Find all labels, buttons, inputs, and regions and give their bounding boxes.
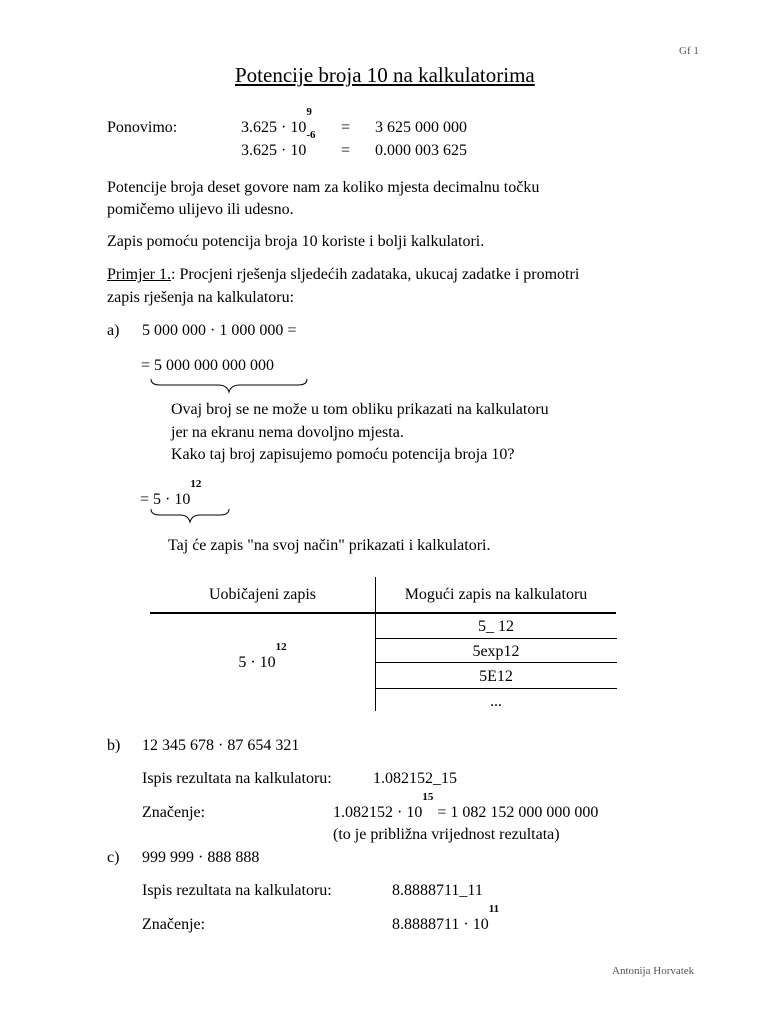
part-a-letter: a) xyxy=(107,322,120,339)
review-row1-equals: = xyxy=(341,119,351,136)
part-c-display-value: 8.8888711_11 xyxy=(392,882,483,899)
part-a-power: = $5 \cdot 10^{12}$ xyxy=(140,478,202,508)
review-row2-result: 0.000 003 625 xyxy=(375,142,467,159)
table-cell: 5E12 xyxy=(479,668,513,685)
part-b-expression: 12 345 678 · 87 654 321 xyxy=(142,737,300,754)
part-b-meaning-label: Značenje: xyxy=(142,804,206,821)
table-header-right: Mogući zapis na kalkulatoru xyxy=(404,586,588,603)
part-a-power-underbrace xyxy=(148,507,232,525)
table-row-rule-1 xyxy=(376,638,617,639)
table-row-rule-2 xyxy=(376,662,617,663)
example1-line2: zapis rješenja na kalkulatoru: xyxy=(107,289,295,306)
table-row-rule-3 xyxy=(376,688,617,689)
page-title: Potencije broja 10 na kalkulatorima xyxy=(235,63,535,87)
part-c-meaning: $8.8888711 \cdot 10^{11}$ xyxy=(392,903,500,933)
part-b-display-label: Ispis rezultata na kalkulatoru: xyxy=(142,770,332,787)
part-b-meaning-note: (to je približna vrijednost rezultata) xyxy=(333,826,560,843)
part-a-note2: jer na ekranu nema dovoljno mjesta. xyxy=(171,424,404,441)
intro-paragraph-line1: Potencije broja deset govore nam za koliko mjesta decimalnu točku xyxy=(107,179,540,196)
part-a-note4: Taj će zapis "na svoj način" prikazati i kalkulatori. xyxy=(168,537,491,554)
part-b-display-value: 1.082152_15 xyxy=(373,770,457,787)
review-label: Ponovimo: xyxy=(107,119,178,136)
table-header-rule xyxy=(150,612,616,614)
intro-paragraph-2: Zapis pomoću potencija broja 10 koriste i bolji kalkulatori. xyxy=(107,233,485,250)
table-cell: 5_ 12 xyxy=(478,618,514,635)
example1-label: Primjer 1. xyxy=(107,266,171,283)
part-c-letter: c) xyxy=(107,849,120,866)
part-c-expression: 999 999 · 888 888 xyxy=(142,849,260,866)
part-a-result: = 5 000 000 000 000 xyxy=(141,357,275,374)
part-b-meaning: $1.082152 \cdot 10^{15} = 1$ 082 152 000 000 000 xyxy=(333,791,599,821)
review-row1-expression: $3.625 \cdot 10^9$ xyxy=(241,106,312,136)
review-row1-result: 3 625 000 000 xyxy=(375,119,467,136)
table-cell: 5exp12 xyxy=(472,643,520,660)
part-a-expression: 5 000 000 · 1 000 000 = xyxy=(142,322,297,339)
footer-author: Antonija Horvatek xyxy=(612,965,695,977)
table-left-value: $5 \cdot 10^{12}$ xyxy=(238,641,287,671)
table-cell: ... xyxy=(490,693,502,710)
example1-line1: Primjer 1.: Procjeni rješenja sljedećih zadataka, ukucaj zadatke i promotri xyxy=(107,266,580,283)
part-a-note3: Kako taj broj zapisujemo pomoću potencija broja 10? xyxy=(171,446,515,463)
part-c-display-label: Ispis rezultata na kalkulatoru: xyxy=(142,882,332,899)
part-a-note1: Ovaj broj se ne može u tom obliku prikazati na kalkulatoru xyxy=(171,401,549,418)
part-a-underbrace xyxy=(148,377,310,395)
table-header-left: Uobičajeni zapis xyxy=(208,586,317,603)
review-row2-equals: = xyxy=(341,142,351,159)
part-b-letter: b) xyxy=(107,737,121,754)
review-row2-expression: $3.625 \cdot 10^{-6}$ xyxy=(241,129,316,159)
intro-paragraph-line2: pomičemo ulijevo ili udesno. xyxy=(107,201,294,218)
part-c-meaning-label: Značenje: xyxy=(142,916,206,933)
page-label: Gf 1 xyxy=(679,45,699,57)
